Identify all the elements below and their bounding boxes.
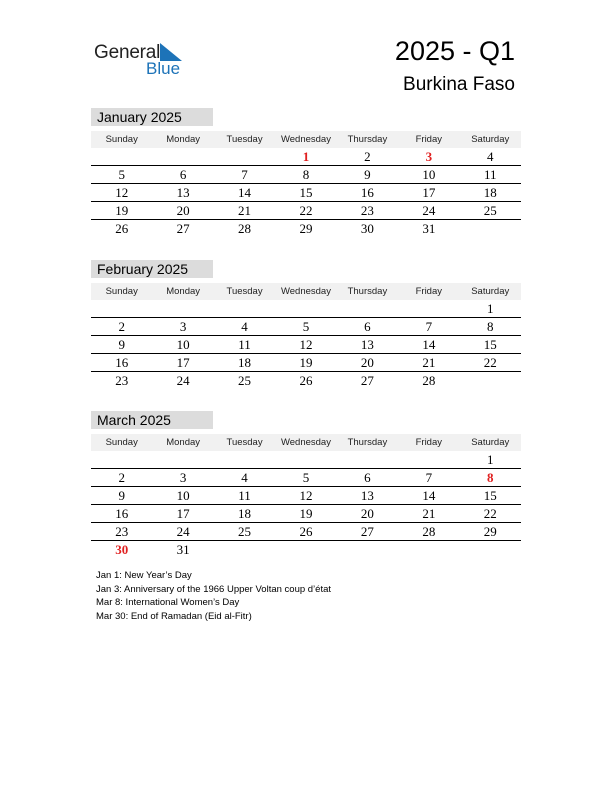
day-cell (460, 220, 521, 237)
day-cell: 18 (483, 185, 497, 200)
week-row (91, 202, 521, 220)
day-cell: 12 (299, 488, 313, 503)
day-cell (337, 451, 398, 468)
day-cell (214, 300, 275, 317)
day-cell: 17 (176, 506, 190, 521)
weekday-label: Sunday (105, 286, 138, 297)
day-cell: 22 (483, 506, 497, 521)
month-january (91, 108, 521, 237)
day-cell (91, 300, 152, 317)
day-cell: 10 (176, 488, 190, 503)
brand-logo (94, 40, 194, 80)
day-cell (275, 300, 336, 317)
day-cell: 14 (238, 185, 252, 200)
weekday-label: Sunday (105, 134, 138, 145)
day-cell: 23 (115, 373, 129, 388)
day-cell: 25 (238, 524, 252, 539)
week-row (91, 354, 521, 372)
day-cell: 27 (360, 373, 374, 388)
day-cell: 16 (115, 355, 129, 370)
month-label: March 2025 (91, 411, 213, 429)
day-cell (91, 148, 152, 165)
day-cell (214, 541, 275, 558)
logo-general-text: General (94, 42, 161, 63)
weekday-label: Friday (415, 437, 443, 448)
month-label: February 2025 (91, 260, 213, 278)
day-cell: 25 (483, 203, 497, 218)
day-cell: 30 (115, 542, 129, 557)
day-cell: 25 (238, 373, 252, 388)
day-cell: 17 (422, 185, 436, 200)
day-cell: 2 (364, 149, 371, 164)
weekday-header-row (91, 131, 521, 148)
week-row (91, 469, 521, 487)
day-cell: 4 (486, 149, 494, 164)
day-cell (398, 451, 459, 468)
day-cell: 28 (422, 524, 436, 539)
day-cell: 26 (115, 221, 129, 236)
day-cell: 2 (118, 470, 125, 485)
holiday-note: Jan 3: Anniversary of the 1966 Upper Voltan coup d’état (96, 583, 332, 595)
week-row (91, 148, 521, 166)
day-cell (214, 451, 275, 468)
holiday-note: Mar 8: International Women’s Day (96, 597, 240, 609)
day-cell: 4 (241, 470, 248, 485)
day-cell: 19 (299, 355, 313, 370)
month-grid (91, 451, 521, 558)
day-cell: 28 (238, 221, 252, 236)
month-grid (91, 300, 521, 389)
week-row (91, 541, 521, 558)
logo-blue-text: Blue (146, 59, 181, 78)
weekday-label: Thursday (347, 134, 388, 145)
day-cell: 13 (176, 185, 190, 200)
weekday-label: Thursday (347, 286, 388, 297)
day-cell: 18 (238, 355, 252, 370)
day-cell: 19 (299, 506, 313, 521)
month-grid (91, 148, 521, 237)
day-cell: 22 (483, 355, 497, 370)
day-cell: 8 (302, 167, 310, 182)
day-cell: 14 (422, 337, 436, 352)
day-cell: 28 (422, 373, 436, 388)
day-cell: 20 (360, 506, 374, 521)
day-cell: 8 (486, 319, 494, 334)
week-row (91, 220, 521, 237)
weekday-label: Saturday (471, 286, 510, 297)
week-row (91, 300, 521, 318)
day-cell: 1 (486, 301, 494, 316)
day-cell: 5 (302, 470, 310, 485)
week-row (91, 487, 521, 505)
day-cell (275, 451, 336, 468)
day-cell: 11 (238, 337, 251, 352)
weekday-label: Saturday (471, 437, 510, 448)
day-cell: 20 (176, 203, 190, 218)
day-cell: 27 (360, 524, 374, 539)
week-row (91, 336, 521, 354)
day-cell: 2 (118, 319, 125, 334)
weekday-label: Friday (415, 134, 443, 145)
week-row (91, 505, 521, 523)
day-cell (398, 300, 459, 317)
day-cell: 21 (422, 506, 436, 521)
day-cell: 31 (176, 542, 190, 557)
day-cell: 9 (118, 488, 125, 503)
day-cell: 15 (483, 337, 497, 352)
holiday-note: Jan 1: New Year’s Day (96, 570, 192, 581)
weekday-label: Sunday (105, 437, 138, 448)
weekday-label: Tuesday (226, 286, 263, 297)
holiday-notes (96, 569, 331, 623)
weekday-label: Wednesday (280, 286, 331, 297)
day-cell (91, 451, 152, 468)
day-cell: 3 (179, 319, 187, 334)
day-cell: 13 (360, 337, 374, 352)
day-cell: 5 (118, 167, 125, 182)
day-cell (214, 148, 275, 165)
day-cell: 7 (425, 319, 433, 334)
day-cell: 7 (241, 167, 248, 182)
day-cell: 15 (483, 488, 497, 503)
day-cell (152, 451, 213, 468)
month-label: January 2025 (91, 108, 213, 126)
day-cell: 6 (364, 470, 371, 485)
day-cell: 23 (360, 203, 374, 218)
page-title: 2025 - Q1 (394, 36, 515, 66)
day-cell: 1 (486, 452, 494, 467)
day-cell: 17 (176, 355, 190, 370)
week-row (91, 451, 521, 469)
day-cell: 23 (115, 524, 129, 539)
day-cell: 12 (299, 337, 313, 352)
day-cell: 18 (238, 506, 252, 521)
day-cell: 16 (360, 185, 374, 200)
weekday-label: Monday (166, 134, 201, 145)
day-cell: 31 (422, 221, 436, 236)
weekday-label: Thursday (347, 437, 388, 448)
day-cell: 16 (115, 506, 129, 521)
day-cell: 7 (425, 470, 433, 485)
day-cell: 14 (422, 488, 436, 503)
day-cell: 30 (360, 221, 374, 236)
holiday-note: Mar 30: End of Ramadan (Eid al-Fitr) (96, 610, 252, 622)
day-cell: 26 (299, 373, 313, 388)
month-february (91, 260, 521, 389)
country-name: Burkina Faso (403, 74, 515, 95)
week-row (91, 523, 521, 541)
day-cell (398, 541, 459, 558)
day-cell: 3 (425, 149, 433, 164)
day-cell: 10 (422, 167, 436, 182)
weekday-label: Tuesday (226, 134, 263, 145)
day-cell: 6 (179, 167, 187, 182)
day-cell: 26 (299, 524, 313, 539)
week-row (91, 318, 521, 336)
weekday-label: Monday (166, 286, 201, 297)
day-cell (275, 541, 336, 558)
day-cell (337, 541, 398, 558)
day-cell: 1 (302, 149, 310, 164)
month-march (91, 411, 521, 558)
day-cell: 8 (486, 470, 494, 485)
day-cell: 24 (422, 203, 436, 218)
day-cell: 5 (302, 319, 310, 334)
day-cell: 20 (360, 355, 374, 370)
day-cell (460, 541, 521, 558)
day-cell (152, 300, 213, 317)
weekday-label: Tuesday (226, 437, 263, 448)
day-cell: 9 (364, 167, 371, 182)
day-cell: 15 (299, 185, 313, 200)
day-cell: 11 (238, 488, 251, 503)
day-cell: 6 (364, 319, 371, 334)
day-cell: 21 (422, 355, 436, 370)
weekday-label: Monday (166, 437, 201, 448)
day-cell: 10 (176, 337, 190, 352)
day-cell: 29 (299, 221, 313, 236)
weekday-label: Wednesday (280, 134, 331, 145)
week-row (91, 166, 521, 184)
day-cell (337, 300, 398, 317)
day-cell (152, 148, 213, 165)
weekday-label: Friday (415, 286, 443, 297)
week-row (91, 184, 521, 202)
weekday-header-row (91, 434, 521, 451)
day-cell: 12 (115, 185, 129, 200)
day-cell: 29 (483, 524, 497, 539)
day-cell: 24 (176, 524, 190, 539)
day-cell: 11 (483, 167, 497, 182)
weekday-header-row (91, 283, 521, 300)
day-cell: 21 (238, 203, 252, 218)
day-cell: 22 (299, 203, 313, 218)
day-cell: 3 (179, 470, 187, 485)
day-cell: 9 (118, 337, 125, 352)
day-cell: 13 (360, 488, 374, 503)
weekday-label: Wednesday (280, 437, 331, 448)
day-cell: 19 (115, 203, 129, 218)
day-cell (460, 372, 521, 389)
day-cell: 4 (241, 319, 248, 334)
weekday-label: Saturday (471, 134, 510, 145)
day-cell: 27 (176, 221, 190, 236)
week-row (91, 372, 521, 389)
day-cell: 24 (176, 373, 190, 388)
